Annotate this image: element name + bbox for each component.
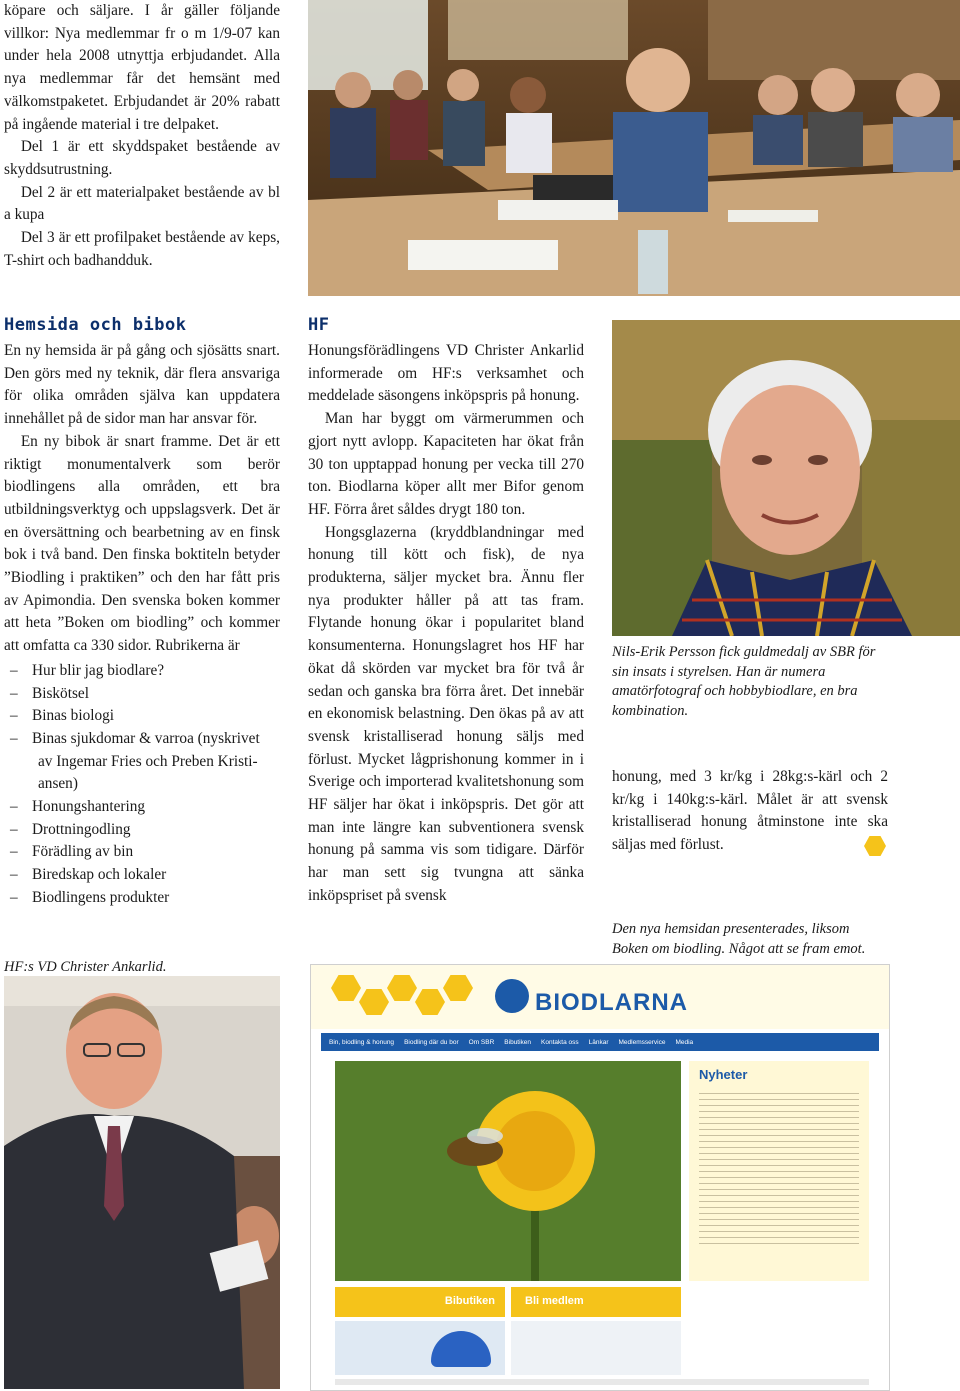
honeycomb-icon: [331, 975, 361, 1001]
tile-bibutiken[interactable]: [335, 1287, 505, 1317]
list-item: – Biskötsel: [4, 683, 280, 706]
conference-photo-image: [308, 0, 960, 296]
list-item: – Binas biologi: [4, 705, 280, 728]
portrait-photo: [612, 320, 960, 636]
list-item: – Drottningodling: [4, 819, 280, 842]
tile-label: Bli medlem: [525, 1295, 584, 1307]
tile-cap-image: [335, 1321, 505, 1375]
hemsida-paragraph: En ny hemsida är på gång och sjösätts snart. Den görs med ny teknik, där flera ansvariga för olika områden själva kan uppdatera innehållet på de sidor man har ansvar för.: [4, 342, 280, 428]
logo-seal-icon: [495, 979, 529, 1013]
website-screenshot: [310, 964, 890, 1391]
news-lines: [699, 1088, 859, 1248]
honeycomb-icon: [387, 975, 417, 1001]
website-caption: Den nya hemsidan presenterades, liksom Boken om biodling. Något att se fram emot.: [612, 921, 866, 957]
hemsida-heading: Hemsida och bibok: [4, 315, 187, 335]
list-item: – Hur blir jag biodlare?: [4, 660, 280, 683]
cap-icon: [431, 1331, 491, 1367]
website-logo-text: BIODLARNA: [535, 989, 688, 1016]
del1-paragraph: Del 1 är ett skyddspaket bestående av skyddsutrustning.: [4, 138, 280, 178]
bibok-paragraph: En ny bibok är snart framme. Det är ett riktigt monumentalverk som berör biodlingens alla områden, ett bra utbildningsverktyg och uppslagsverk. Det är en översättning och bearbetning av en finsk bok i två band. Den finska boktiteln betyder ”Biodling i praktiken” och den har fått pris av Apimondia. Den svenska boken kommer att heta ”Boken om biodling” och kommer att omfatta ca 330 sidor. Rubrikerna är: [4, 432, 280, 655]
website-bee-image: [335, 1061, 681, 1281]
nav-item[interactable]: Medlemsservice: [618, 1038, 666, 1046]
hf-heading: HF: [308, 315, 330, 335]
list-item: – Biodlingens produkter: [4, 887, 280, 910]
tile-bli-medlem[interactable]: [511, 1287, 681, 1317]
portrait-photo-image: [612, 320, 960, 636]
list-item-continuation: ansen): [38, 775, 78, 793]
christer-caption: HF:s VD Christer Ankarlid.: [4, 959, 167, 975]
nav-item[interactable]: Bibutiken: [504, 1038, 532, 1046]
hf-paragraph-1: Honungsförädlingens VD Christer Ankarlid informerade om HF:s verksamhet och meddelade säsongens inköpspris på honung.: [308, 342, 584, 405]
website-footer: [335, 1379, 869, 1385]
nav-item[interactable]: Kontakta oss: [541, 1038, 579, 1046]
intro-paragraph: köpare och säljare. I år gäller följande villkor: Nya medlemmar fr o m 1/9-07 kan under hela 2008 utnyttja erbjudandet. Alla nya medlemmar får det hemsänt med välkomstpaketet. Erbjudandet är 20% rabatt på ingående material i tre delpaket.: [4, 2, 280, 133]
conference-photo: [308, 0, 960, 296]
list-item: – Förädling av bin: [4, 841, 280, 864]
website-nav: [321, 1033, 879, 1051]
chapter-list: [4, 660, 280, 910]
del2-paragraph: Del 2 är ett materialpaket bestående av bl a kupa: [4, 183, 280, 224]
list-item-continuation: av Ingemar Fries och Preben Kristi-: [38, 752, 258, 770]
portrait-caption: Nils-Erik Persson fick guldmedalj av SBR för sin insats i styrelsen. Han är numera amatörfotograf och hobbybiodlare, en bra kombination.: [612, 644, 876, 719]
website-news-panel: [689, 1061, 869, 1281]
hemsida-column: [4, 314, 280, 910]
nav-item[interactable]: Biodling där du bor: [404, 1038, 459, 1046]
list-item: – Biredskap och lokaler: [4, 864, 280, 887]
nav-item[interactable]: Media: [675, 1038, 694, 1046]
christer-photo-image: [4, 976, 280, 1389]
website-header: [311, 965, 889, 1029]
right-text-column: [612, 766, 888, 857]
honeycomb-icon: [443, 975, 473, 1001]
honeycomb-icon: [415, 989, 445, 1015]
del3-paragraph: Del 3 är ett profilpaket bestående av keps, T-shirt och badhandduk.: [4, 229, 280, 269]
tile-members-image: [511, 1321, 681, 1375]
news-heading: Nyheter: [699, 1067, 748, 1082]
right-paragraph: honung, med 3 kr/kg i 28kg:s-kärl och 2 kr/kg i 140kg:s-kärl. Målet är att svensk kristalliserad honung åtminstone inte ska säljas med förlust.: [612, 768, 888, 854]
hf-paragraph-2: Man har byggt om värmerummen och gjort nytt avlopp. Kapaciteten har ökat från 30 ton upptappad honung per vecka till 270 ton. Biodlarna köper allt mer Bifor genom HF. Förra året såldes drygt 180 ton.: [308, 410, 584, 518]
honeycomb-icon: [359, 989, 389, 1015]
nav-item[interactable]: Om SBR: [468, 1038, 495, 1046]
hf-paragraph-3: Hongsglazerna (kryddblandningar med honung till kött och fisk), de nya produkterna, säljer mycket bra. Ännu fler nya produkter håller på att tas fram. Flytande honung ökar i popularitet bland konsumenterna. Honungslagret hos HF har ökat då skörden var mycket bra för två år sedan och ganska bra förra året. Det innebär en ekonomisk belastning. Den ökas på av att svensk kristalliserad honung säljs med förlust. Mycket lågprishonung kommer in i Sverige och importerad kvalitetshonung som HF säljer har ökat i inköpspris. Det gör att man inte längre kan subventionera svensk honung på samma vis som tidigare. Därför har man sett sig tvungna att sänka inköpspriset på svensk: [308, 523, 584, 904]
nav-item[interactable]: Bin, biodling & honung: [329, 1038, 395, 1046]
list-item: – Honungshantering: [4, 796, 280, 819]
nav-item[interactable]: Länkar: [588, 1038, 609, 1046]
hf-column: [308, 314, 584, 908]
bee-on-dandelion-image: [335, 1061, 681, 1281]
christer-photo: [4, 976, 280, 1389]
tile-label: Bibutiken: [444, 1295, 495, 1307]
list-item: – Binas sjukdomar & varroa (nyskrivet: [4, 728, 280, 751]
top-text-column: [4, 0, 280, 272]
